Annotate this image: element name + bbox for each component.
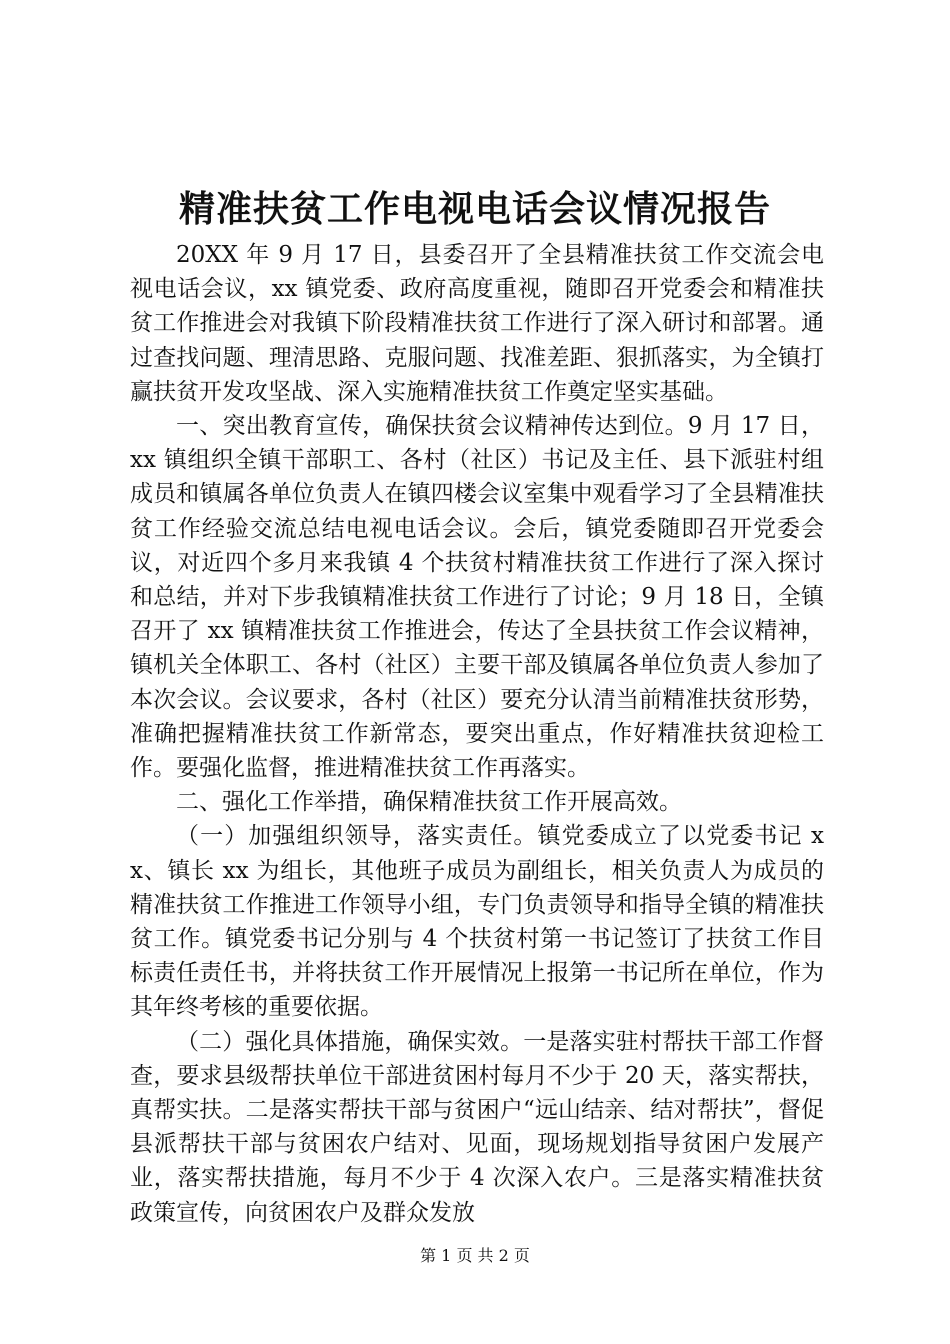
document-body [130, 238, 824, 1230]
paragraph-subsection-2: （二）强化具体措施，确保实效。一是落实驻村帮扶干部工作督查，要求县级帮扶单位干部进贫困村每月不少于 20 天，落实帮扶，真帮实扶。二是落实帮扶干部与贫困户“远山结亲、结对帮扶”，督促县派帮扶干部与贫困农户结对、见面，现场规划指导贫困户发展产业，落实帮扶措施，每月不少于 4 次深入农户。三是落实精准扶贫政策宣传，向贫困农户及群众发放 [130, 1028, 824, 1226]
paragraph-section-2-heading: 二、强化工作举措，确保精准扶贫工作开展高效。 [176, 789, 682, 816]
document-title: 精准扶贫工作电视电话会议情况报告 [178, 188, 771, 230]
page-footer: 第 1 页 共 2 页 [420, 1246, 530, 1265]
paragraph-subsection-1: （一）加强组织领导，落实责任。镇党委成立了以党委书记 xx、镇长 xx 为组长，其他班子成员为副组长，相关负责人为成员的精准扶贫工作推进工作领导小组，专门负责领导和指导全镇的精准扶贫工作。镇党委书记分别与 4 个扶贫村第一书记签订了扶贫工作目标责任责任书，并将扶贫工作开展情况上报第一书记所在单位，作为其年终考核的重要依据。 [130, 823, 824, 1021]
paragraph-section-1: 一、突出教育宣传，确保扶贫会议精神传达到位。9 月 17 日，xx 镇组织全镇干部职工、各村（社区）书记及主任、县下派驻村组成员和镇属各单位负责人在镇四楼会议室集中观看学习了全县精准扶贫工作经验交流总结电视电话会议。会后，镇党委随即召开党委会议，对近四个多月来我镇 4 个扶贫村精准扶贫工作进行了深入探讨和总结，并对下步我镇精准扶贫工作进行了讨论；9 月 18 日，全镇召开了 xx 镇精准扶贫工作推进会，传达了全县扶贫工作会议精神，镇机关全体职工、各村（社区）主要干部及镇属各单位负责人参加了本次会议。会议要求，各村（社区）要充分认清当前精准扶贫形势，准确把握精准扶贫工作新常态，要突出重点，作好精准扶贫迎检工作。要强化监督，推进精准扶贫工作再落实。 [130, 413, 824, 782]
paragraph-intro: 20XX 年 9 月 17 日，县委召开了全县精准扶贫工作交流会电视电话会议，xx 镇党委、政府高度重视，随即召开党委会和精准扶贫工作推进会对我镇下阶段精准扶贫工作进行了深入研讨和部署。通过查找问题、理清思路、克服问题、找准差距、狠抓落实，为全镇打赢扶贫开发攻坚战、深入实施精准扶贫工作奠定坚实基础。 [130, 242, 824, 405]
